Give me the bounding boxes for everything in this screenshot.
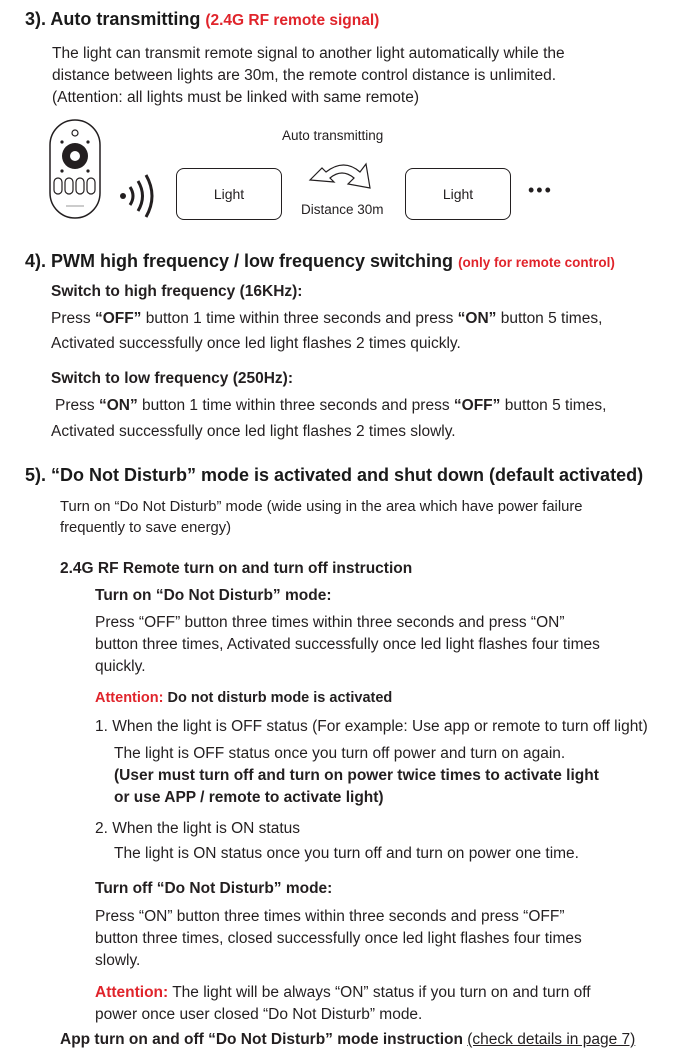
high-frequency-line-2: Activated successfully once led light flashes 2 times quickly. (51, 335, 461, 352)
list-item-1-note: (User must turn off and turn on power twice times to activate light (114, 767, 599, 784)
paragraph-line: quickly. (95, 658, 146, 675)
section-3-heading: 3). Auto transmitting (25, 9, 201, 29)
remote-control-icon (48, 118, 104, 222)
section-5-title: 5). “Do Not Disturb” mode is activated and shut down (default activated) (25, 465, 644, 485)
list-item-2-detail: The light is ON status once you turn off and turn on power one time. (114, 845, 579, 862)
list-item-1-note: or use APP / remote to activate light) (114, 789, 384, 806)
low-frequency-line-1: Press “ON” button 1 time within three seconds and press “OFF” button 5 times, (55, 397, 607, 414)
rf-instruction-title: 2.4G RF Remote turn on and turn off instruction (60, 560, 413, 577)
attention-label: Attention: (95, 984, 169, 1001)
list-item-1: 1. When the light is OFF status (For example: Use app or remote to turn off light) (95, 718, 648, 735)
high-frequency-line-1: Press “OFF” button 1 time within three seconds and press “ON” button 5 times, (51, 310, 603, 327)
high-frequency-title: Switch to high frequency (16KHz): (51, 283, 303, 300)
app-instruction-line (60, 1031, 635, 1049)
light-box-2 (405, 168, 511, 220)
paragraph-line: Turn on “Do Not Disturb” mode (wide using in the area which have power failure (60, 499, 583, 515)
paragraph-line: frequently to save energy) (60, 520, 232, 536)
turn-off-title: Turn off “Do Not Disturb” mode: (95, 880, 333, 897)
distance-label: Distance 30m (301, 202, 384, 217)
ellipsis: ••• (528, 180, 553, 200)
list-item-2: 2. When the light is ON status (95, 820, 301, 837)
low-frequency-line-2: Activated successfully once led light flashes 2 times slowly. (51, 423, 456, 440)
curved-arrow-icon (304, 150, 376, 196)
attention-line: Attention: Do not disturb mode is activated (95, 690, 393, 706)
page-7-link[interactable]: (check details in page 7) (467, 1031, 636, 1048)
section-3-title (25, 9, 379, 30)
paragraph-line: slowly. (95, 952, 141, 969)
paragraph-line: button three times, closed successfully once led light flashes four times (95, 930, 582, 947)
paragraph-line: distance between lights are 30m, the remote control distance is unlimited. (52, 67, 557, 84)
section-4-title (25, 251, 615, 272)
section-3-note: (2.4G RF remote signal) (205, 12, 380, 29)
wireless-signal-icon (118, 172, 158, 220)
app-instruction-title: App turn on and off “Do Not Disturb” mode instruction (60, 1031, 468, 1048)
attention-label: Attention: (95, 690, 164, 706)
paragraph-line: The light can transmit remote signal to another light automatically while the (52, 45, 565, 62)
light-label: Light (442, 186, 474, 202)
turn-on-title: Turn on “Do Not Disturb” mode: (95, 587, 332, 604)
list-item-1-detail: The light is OFF status once you turn off power and turn on again. (114, 745, 566, 762)
low-frequency-title: Switch to low frequency (250Hz): (51, 370, 294, 387)
paragraph-line: button three times, Activated successfully once led light flashes four times (95, 636, 600, 653)
section-4-note: (only for remote control) (458, 255, 615, 270)
attention-2-line: Attention: The light will be always “ON” status if you turn on and turn off (95, 984, 591, 1001)
light-box-1 (176, 168, 282, 220)
light-label: Light (213, 186, 245, 202)
paragraph-line: Press “ON” button three times within three seconds and press “OFF” (95, 908, 565, 925)
paragraph-line: (Attention: all lights must be linked with same remote) (52, 89, 419, 106)
section-4-heading: 4). PWM high frequency / low frequency switching (25, 251, 454, 271)
paragraph-line: power once user closed “Do Not Disturb” mode. (95, 1006, 423, 1023)
paragraph-line: Press “OFF” button three times within three seconds and press “ON” (95, 614, 565, 631)
auto-transmitting-label: Auto transmitting (282, 128, 384, 143)
